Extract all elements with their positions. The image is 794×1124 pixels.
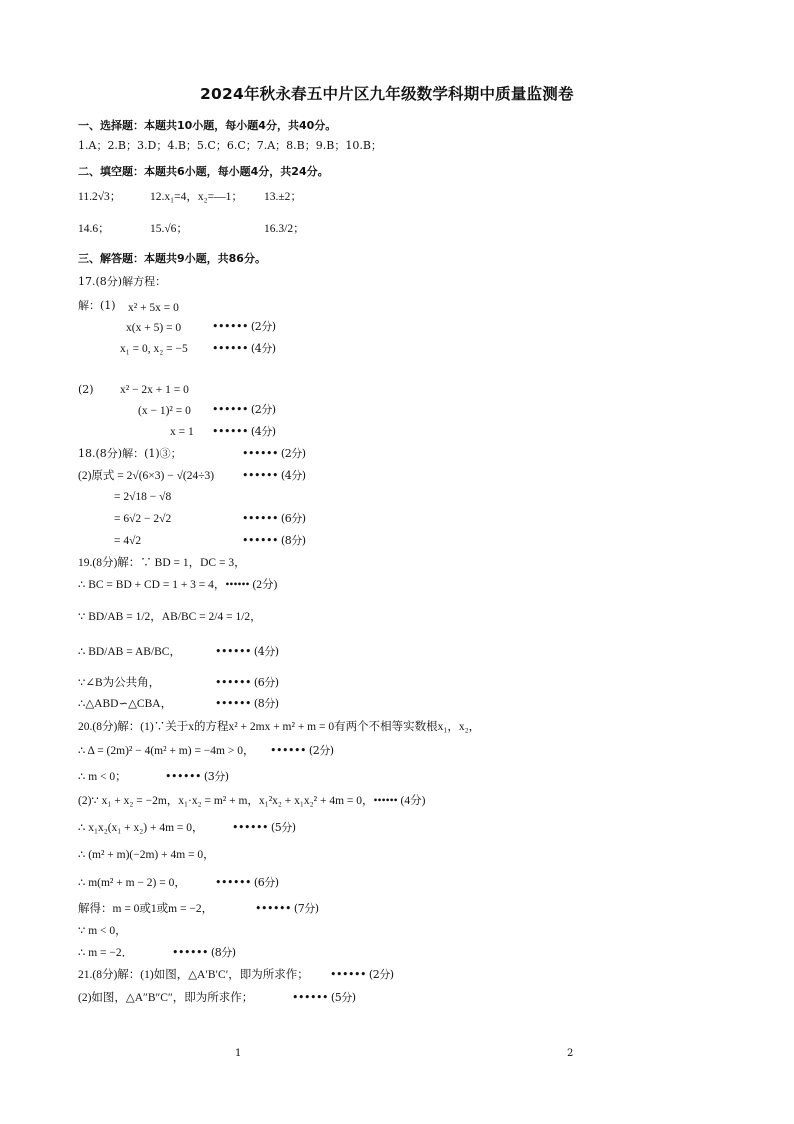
q18-heading: 18.(8分)解：(1)③； (78, 447, 182, 460)
answer-13: 13.±2； (264, 191, 302, 203)
q17-step: x(x + 5) = 0 (126, 322, 182, 334)
score-marker: •••••• (6分) (242, 512, 306, 525)
score-marker: •••••• (4分) (212, 342, 276, 355)
answer-14: 14.6； (78, 223, 110, 235)
score-marker: •••••• (2分) (212, 320, 276, 333)
q21-heading: 21.(8分)解：(1)如图，△A′B′C′，即为所求作； (78, 969, 309, 981)
score-marker: •••••• (2分) (242, 447, 306, 460)
q17-step: (x − 1)² = 0 (138, 405, 191, 417)
q19-step: ∴△ABD∽△CBA， (78, 698, 173, 710)
q17-step: x₁ = 0, x₂ = −5 (120, 343, 188, 355)
q20-step: (2)∵ x₁ + x₂ = −2m，x₁·x₂ = m² + m，x₁²x₂ + x₁x₂² + 4m = 0，•••••• (4分) (78, 795, 426, 807)
q18-step: = 4√2 (114, 535, 142, 547)
section-heading: 一、选择题：本题共10小题，每小题4分，共40分。 (78, 119, 337, 132)
score-marker: •••••• (5分) (292, 991, 356, 1004)
score-marker: •••••• (8分) (172, 946, 236, 959)
q18-step: = 6√2 − 2√2 (114, 513, 172, 525)
score-marker: •••••• (2分) (212, 403, 276, 416)
q17-step: x² + 5x = 0 (128, 302, 179, 314)
score-marker: •••••• (8分) (242, 534, 306, 547)
page-number-right: 2 (567, 1048, 574, 1059)
page-title: 2024年秋永春五中片区九年级数学科期中质量监测卷 (200, 85, 574, 103)
q18-step: (2)原式 = 2√(6×3) − √(24÷3) (78, 470, 215, 482)
answer-11: 11.2√3； (78, 191, 122, 203)
q19-step: ∴ BC = BD + CD = 1 + 3 = 4，•••••• (2分) (78, 579, 278, 591)
q20-step: ∴ m < 0； (78, 771, 127, 783)
score-marker: •••••• (5分) (232, 821, 296, 834)
q20-step: ∵ m < 0， (78, 925, 127, 937)
q20-step: ∴ Δ = (2m)² − 4(m² + m) = −4m > 0， (78, 745, 255, 757)
section-heading: 二、填空题：本题共6小题，每小题4分，共24分。 (78, 165, 329, 178)
score-marker: •••••• (6分) (215, 676, 279, 689)
score-marker: •••••• (4分) (212, 425, 276, 438)
q21-step: (2)如图，△A″B″C″，即为所求作； (78, 992, 254, 1004)
q19-heading: 19.(8分)解：∵ BD = 1，DC = 3， (78, 557, 246, 569)
answer-15: 15.√6； (150, 223, 188, 235)
q18-step: = 2√18 − √8 (114, 491, 172, 503)
score-marker: •••••• (4分) (215, 645, 279, 658)
mc-answers: 1.A；2.B；3.D；4.B；5.C；6.C；7.A；8.B；9.B；10.B； (78, 139, 382, 152)
q20-step: ∴ m(m² + m − 2) = 0， (78, 877, 186, 889)
score-marker: •••••• (4分) (242, 469, 306, 482)
q17-step: x² − 2x + 1 = 0 (120, 384, 189, 396)
q19-step: ∴ BD/AB = AB/BC， (78, 646, 181, 658)
answer-12: 12.x₁=4，x₂=—1； (150, 191, 243, 203)
score-marker: •••••• (3分) (165, 770, 229, 783)
score-marker: •••••• (7分) (255, 902, 319, 915)
q20-step: ∴ x₁x₂(x₁ + x₂) + 4m = 0， (78, 822, 204, 834)
score-marker: •••••• (2分) (330, 968, 394, 981)
page-number-left: 1 (235, 1048, 242, 1059)
score-marker: •••••• (2分) (270, 744, 334, 757)
score-marker: •••••• (6分) (215, 876, 279, 889)
q17-part1-label: 解：(1) (78, 299, 116, 312)
q20-step: ∴ (m² + m)(−2m) + 4m = 0， (78, 849, 215, 861)
score-marker: •••••• (8分) (215, 697, 279, 710)
q19-step: ∵∠B为公共角， (78, 677, 161, 689)
q20-step: ∴ m = −2． (78, 947, 134, 959)
q20-step: 解得：m = 0或1或m = −2， (78, 903, 214, 915)
q17-step: x = 1 (170, 426, 194, 438)
q17-part2-label: (2) (78, 383, 94, 396)
section-heading: 三、解答题：本题共9小题，共86分。 (78, 252, 266, 265)
q17-heading: 17.(8分)解方程： (78, 275, 167, 288)
q20-heading: 20.(8分)解：(1)∵关于x的方程x² + 2mx + m² + m = 0有两个不相等实数根x₁，x₂， (78, 721, 481, 733)
answer-16: 16.3/2； (264, 223, 305, 235)
q19-step: ∵ BD/AB = 1/2，AB/BC = 2/4 = 1/2， (78, 611, 262, 623)
